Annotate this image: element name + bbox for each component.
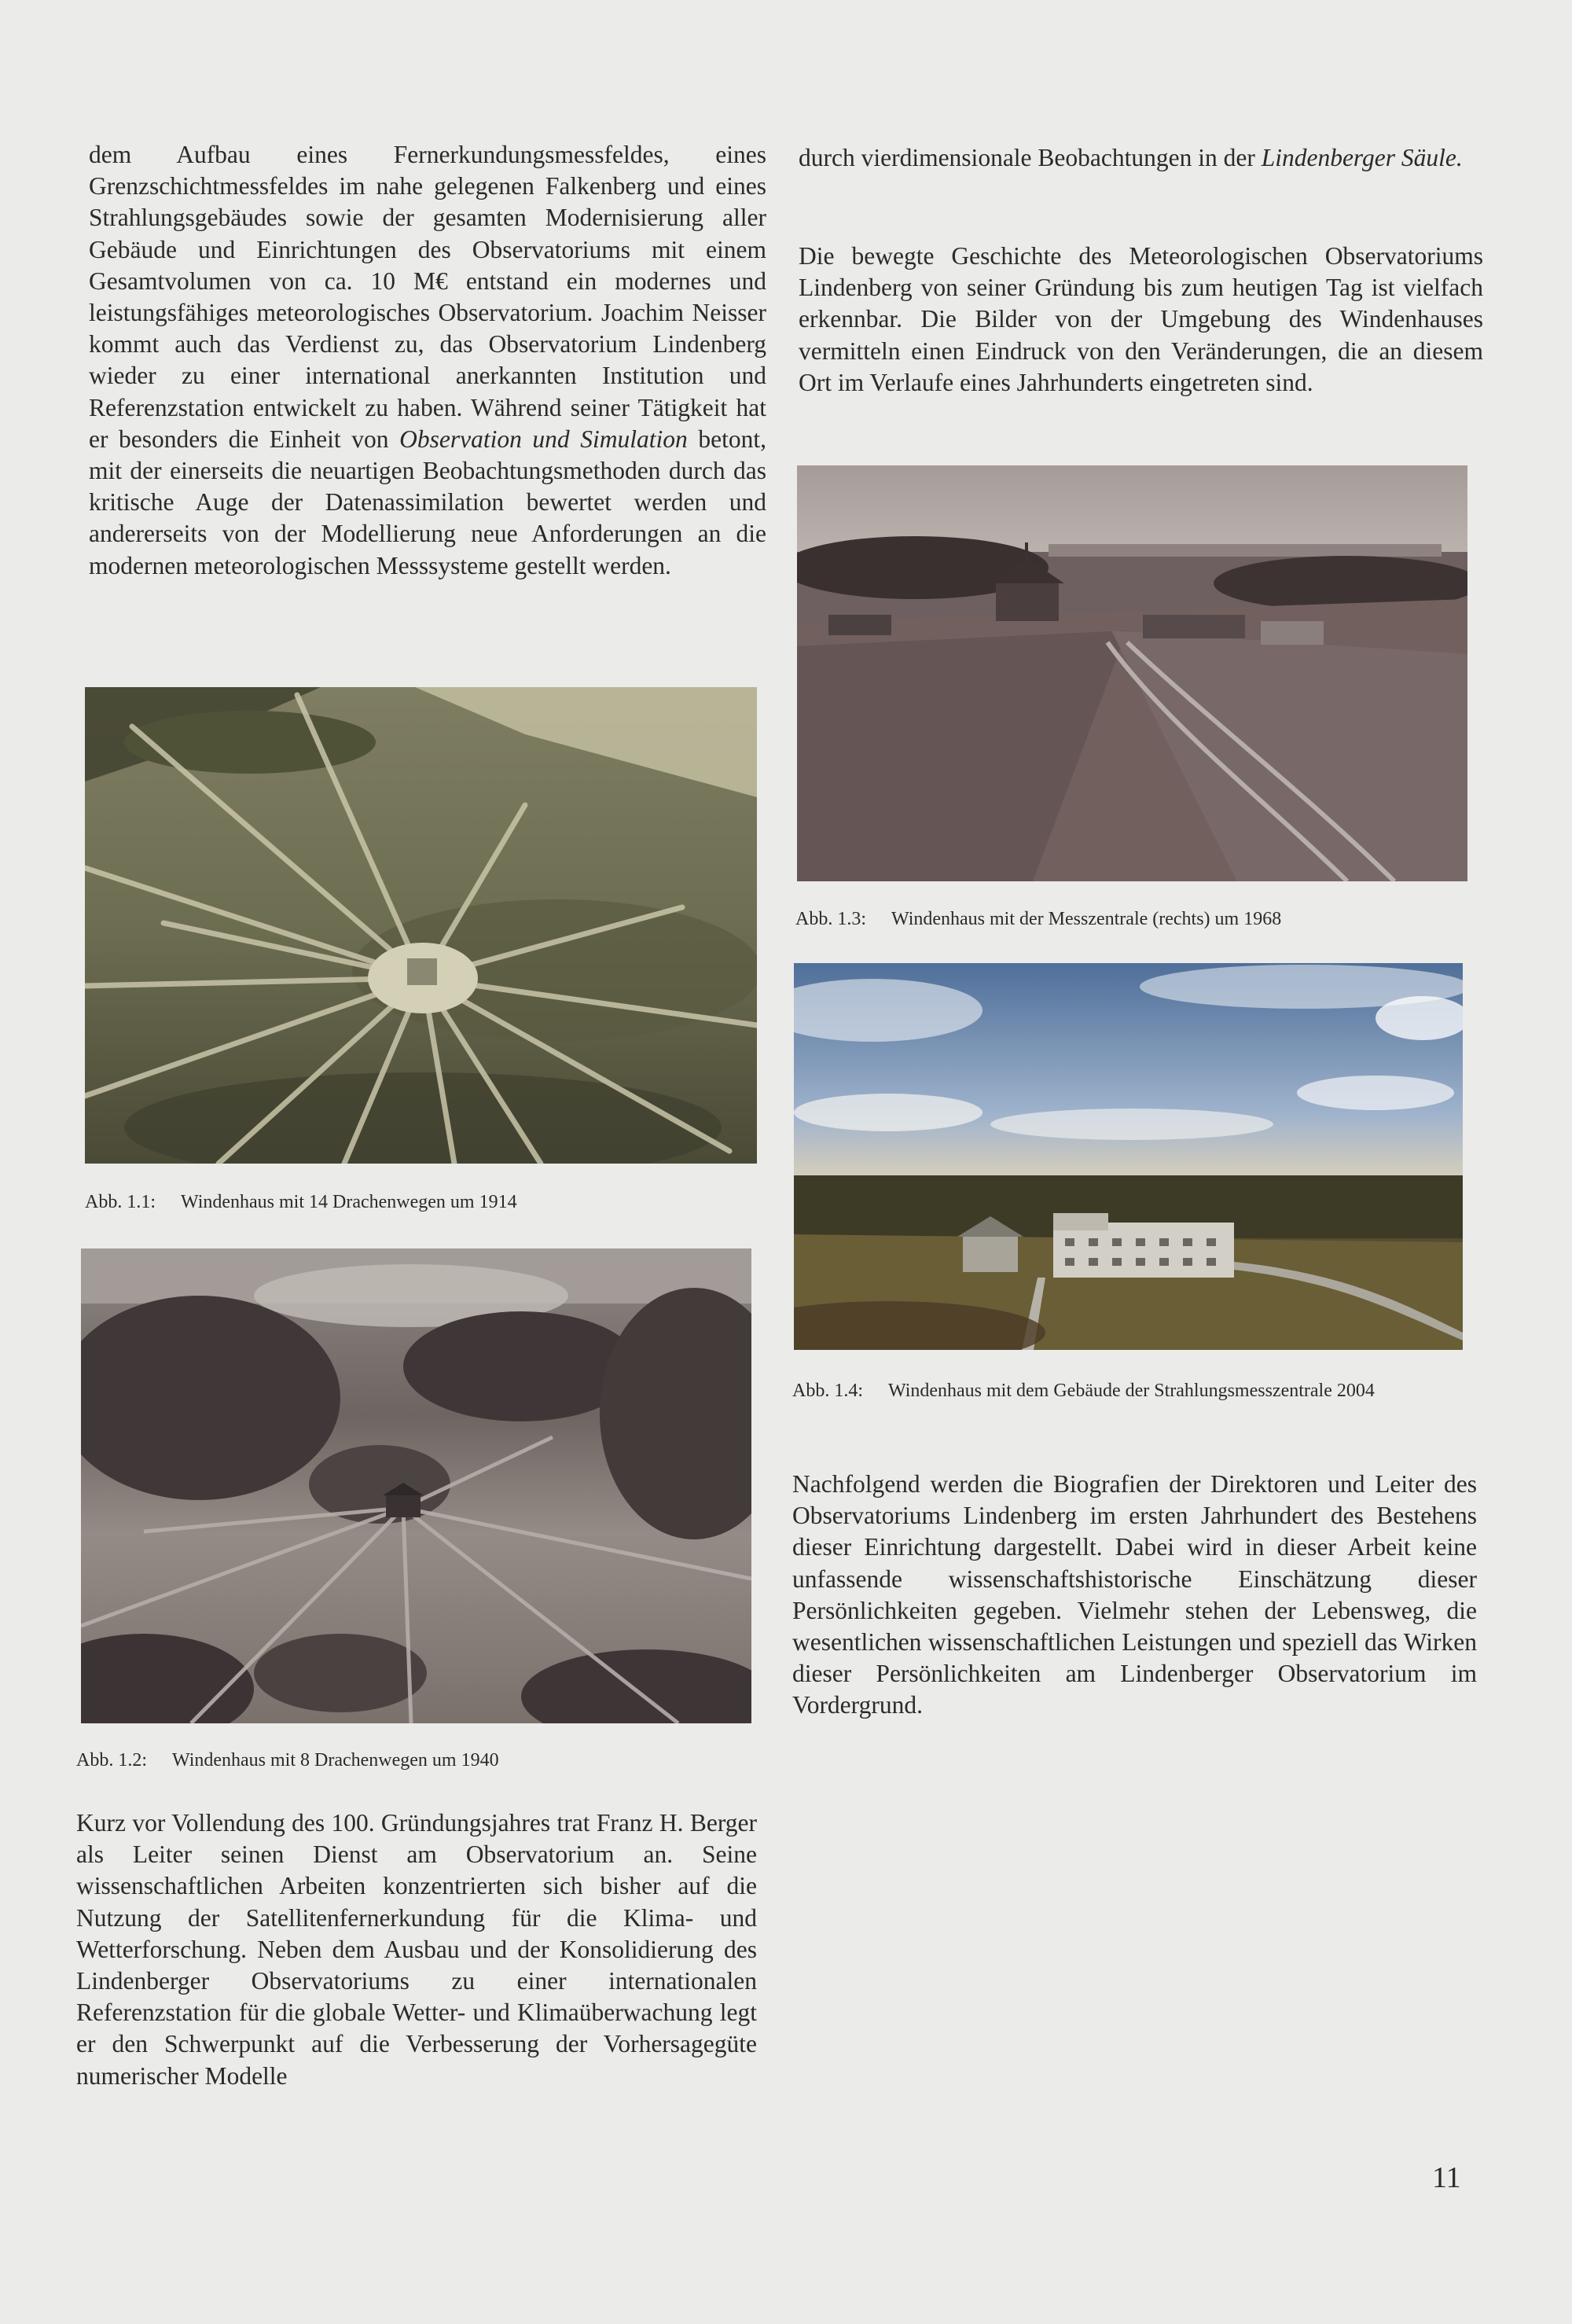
page-number: 11: [1432, 2161, 1461, 2194]
left-paragraph-1-text-a: dem Aufbau eines Fernerkundungsmessfeldes, eines Grenzschichtmessfeldes im nahe gelegenen Falkenberg und eines Strahlungsgebäudes sowie der gesamten Modernisierung aller Gebäude und Einrichtungen des Observatoriums mit einem Gesamtvolumen von ca. 10 M€ entstand ein modernes und leistungsfähiges meteorologisches Observatorium. Joachim Neisser kommt auch das Verdienst zu, das Observatorium Lindenberg wieder zu einer international anerkannten Institution und Referenzstation entwickelt zu haben. Während seiner Tätigkeit hat er besonders die Einheit von: [89, 141, 766, 453]
right-paragraph-1: [799, 142, 1483, 174]
right-paragraph-1-emphasis: Lindenberger Säule.: [1261, 144, 1463, 171]
caption-text: Windenhaus mit 14 Drachenwegen um 1914: [181, 1192, 517, 1212]
photo-windenhaus-1968: [797, 465, 1467, 881]
right-paragraph-3: Nachfolgend werden die Biografien der Direktoren und Leiter des Observatoriums Lindenberg im ersten Jahrhundert des Bestehens dieser Einrichtung dargestellt. Dabei wird in dieser Arbeit keine unfassende wissenschaftshistorische Einschätzung dieser Persönlichkeiten gegeben. Vielmehr stehen der Lebensweg, die wesentlichen wissenschaftlichen Leistungen und speziell das Wirken dieser Persönlichkeiten am Lindenberger Observatorium im Vordergrund.: [792, 1470, 1477, 1719]
figure-caption-1-4: [792, 1379, 1375, 1403]
left-paragraph-1: [89, 139, 766, 582]
left-paragraph-1-text-b: betont, mit der einerseits die neuartigen Beobachtungsmethoden durch das kritische Auge der Datenassimilation bewertet werden und andererseits von der Modellierung neue Anforderungen an die modernen meteorologischen Messsysteme gestellt werden.: [89, 425, 766, 579]
caption-label: Abb. 1.1:: [85, 1192, 156, 1212]
figure-caption-1-2: [76, 1749, 499, 1772]
caption-label: Abb. 1.3:: [795, 909, 866, 929]
photo-windenhaus-1940: [81, 1248, 751, 1723]
photo-windenhaus-1914: [85, 687, 757, 1164]
caption-text: Windenhaus mit 8 Drachenwegen um 1940: [172, 1750, 499, 1771]
left-paragraph-2: Kurz vor Vollendung des 100. Gründungsjahres trat Franz H. Berger als Leiter seinen Dienst am Observatorium an. Seine wissenschaftlichen Arbeiten konzentrierten sich bisher auf die Nutzung der Satellitenfernerkundung für die Klima- und Wetterforschung. Neben dem Ausbau und der Konsolidierung des Lindenberger Observatoriums zu einer internationalen Referenzstation für die globale Wetter- und Klimaüberwachung legt er den Schwerpunkt auf die Verbesserung der Vorhersagegüte numerischer Modelle: [76, 1809, 757, 2090]
caption-text: Windenhaus mit der Messzentrale (rechts) um 1968: [891, 909, 1282, 929]
right-paragraph-1-text: durch vierdimensionale Beobachtungen in der: [799, 144, 1262, 171]
caption-label: Abb. 1.4:: [792, 1381, 863, 1401]
figure-caption-1-1: [85, 1190, 517, 1214]
right-paragraph-2: Die bewegte Geschichte des Meteorologischen Observatoriums Lindenberg von seiner Gründung bis zum heutigen Tag ist vielfach erkennbar. Die Bilder von der Umgebung des Windenhauses vermitteln einen Eindruck von den Veränderungen, die an diesem Ort im Verlaufe eines Jahrhunderts eingetreten sind.: [799, 242, 1483, 396]
left-paragraph-1-emphasis: Observation und Simulation: [399, 425, 688, 453]
caption-text: Windenhaus mit dem Gebäude der Strahlungsmesszentrale 2004: [888, 1381, 1375, 1401]
caption-label: Abb. 1.2:: [76, 1750, 147, 1771]
figure-caption-1-3: [795, 907, 1281, 931]
photo-windenhaus-2004: [794, 963, 1463, 1350]
